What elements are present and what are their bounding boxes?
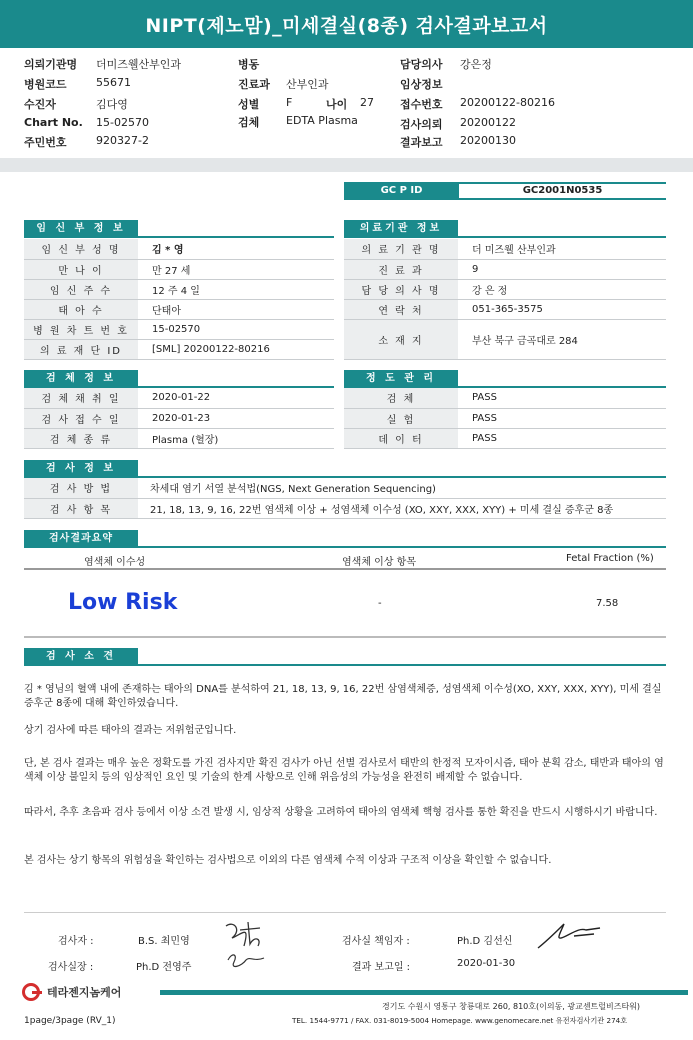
row-value: 21, 18, 13, 9, 16, 22번 염색체 이상 + 성염색체 이수성 (XO, XXY, XXX, XYY) + 미세 결실 증후군 8종: [138, 498, 666, 518]
findings-paragraph: 김 * 영님의 혈액 내에 존재하는 태아의 DNA를 분석하여 21, 18, 13, 9, 16, 22번 삼염색체증, 성염색체 이수성(XO, XXY, XXX, XYY), 미세 결실 증후군 8종에 대해 확인하였습니다.: [24, 684, 662, 709]
row-key: 임 신 부 성 명: [24, 239, 138, 259]
row-value: Plasma (혈장): [138, 428, 334, 448]
header-label: 담당의사: [400, 58, 443, 71]
section-summary-title: 검사결과요약: [24, 530, 138, 548]
table-row: [344, 299, 666, 319]
row-value: 15-02570: [138, 319, 334, 339]
header-label: 검사의뢰: [400, 118, 443, 131]
table-row: [24, 239, 334, 259]
qc-table: [344, 388, 666, 449]
summary-col-fetal-fraction: Fetal Fraction (%): [566, 553, 654, 564]
header-label: 수진자: [24, 98, 56, 111]
report-date-label: 결과 보고일 :: [352, 962, 411, 973]
row-key: 연 락 처: [344, 299, 458, 319]
summary-col-aneuploidy: 염색체 이수성: [84, 557, 146, 568]
header-value: 김다영: [96, 98, 128, 111]
lab-chief-name: Ph.D 전영주: [136, 962, 192, 973]
tester-name: B.S. 최민영: [138, 936, 190, 947]
table-row: [24, 498, 666, 518]
responsible-label: 검사실 책임자 :: [342, 936, 410, 947]
footer-contact: TEL. 1544-9771 / FAX. 031-8019-5004 Homepage. www.genomecare.net 유전자검사기관 274호: [292, 1016, 628, 1025]
lab-chief-label: 검사실장 :: [48, 962, 94, 973]
findings-paragraph: 상기 검사에 따른 태아의 결과는 저위험군입니다.: [24, 725, 237, 736]
table-row: [344, 239, 666, 259]
row-key: 태 아 수: [24, 299, 138, 319]
findings-paragraph: 단, 본 검사 결과는 매우 높은 정확도를 가진 검사지만 확진 검사가 아닌 선별 검사로서 태반의 한정적 모자이시즘, 태아 분획 감소, 태반과 태아의 염색체 이상 불일치 등의 임상적인 요인 및 기술의 한계 사항으로 인해 위음성의 가능성을 완전히 배제할 수 없습니다.: [24, 758, 664, 783]
header-label: Chart No.: [24, 116, 83, 129]
row-key: 검 체 종 류: [24, 428, 138, 448]
header-label: 진료과: [238, 78, 270, 91]
row-value: 12 주 4 일: [138, 279, 334, 299]
row-value: PASS: [458, 388, 666, 408]
summary-col-abnormal: 염색체 이상 항목: [342, 557, 416, 568]
section-findings-title: 검 사 소 견: [24, 648, 138, 666]
age-label: 나이: [326, 98, 348, 111]
signature-tester-graphic: [220, 916, 270, 976]
row-key: 검 사 항 목: [24, 498, 138, 518]
header-value: 55671: [96, 76, 131, 89]
logo-text: 테라젠지놈케어: [47, 986, 122, 999]
header-value: 산부인과: [286, 78, 329, 91]
header-label: 결과보고: [400, 136, 443, 149]
header-value: 더미즈웰산부인과: [96, 58, 182, 71]
row-key: 의 료 재 단 ID: [24, 339, 138, 359]
header-label: 병원코드: [24, 78, 67, 91]
table-row: [24, 299, 334, 319]
header-label: 성별: [238, 98, 260, 111]
header-label: 주민번호: [24, 136, 67, 149]
footer-bar: [160, 990, 688, 995]
row-value: 차세대 염기 서열 분석법(NGS, Next Generation Sequencing): [138, 478, 666, 498]
header-label: 접수번호: [400, 98, 443, 111]
age-value: 27: [360, 96, 374, 109]
abnormal-value: -: [378, 598, 382, 609]
table-row: [24, 279, 334, 299]
table-row: [24, 388, 334, 408]
gcpid-value: GC2001N0535: [459, 182, 666, 200]
row-key: 검 체: [344, 388, 458, 408]
header-label: 의뢰기관명: [24, 58, 78, 71]
table-row: [24, 428, 334, 448]
row-value: 9: [458, 259, 666, 279]
specimen-table: [24, 388, 334, 449]
section-pregnancy-title: 임 신 부 정 보: [24, 220, 138, 238]
row-key: 만 나 이: [24, 259, 138, 279]
page-number: 1page/3page (RV_1): [24, 1016, 116, 1026]
risk-result: Low Risk: [68, 590, 178, 615]
signature-divider: [24, 912, 666, 913]
gcpid-label: GC P ID: [344, 182, 459, 200]
section-line: [344, 236, 666, 238]
header-value: 920327-2: [96, 134, 149, 147]
table-row: [344, 259, 666, 279]
row-key: 소 재 지: [344, 319, 458, 359]
section-specimen-title: 검 체 정 보: [24, 370, 138, 388]
findings-paragraph: 본 검사는 상기 항목의 위험성을 확인하는 검사법으로 이외의 다른 염색체 수적 이상과 구조적 이상을 확인할 수 없습니다.: [24, 855, 552, 866]
section-line: [24, 236, 334, 238]
table-row: [344, 319, 666, 359]
responsible-name: Ph.D 김선신: [457, 936, 513, 947]
row-value: 2020-01-23: [138, 408, 334, 428]
tester-label: 검사자 :: [58, 936, 94, 947]
summary-divider: [24, 636, 666, 638]
pregnancy-table: [24, 239, 334, 360]
summary-header: [24, 548, 666, 570]
header-value: EDTA Plasma: [286, 114, 358, 127]
section-qc-title: 정 도 관 리: [344, 370, 458, 388]
row-value: 김 * 영: [138, 239, 334, 259]
header-label: 검체: [238, 116, 260, 129]
table-row: [344, 428, 666, 448]
row-value: 더 미즈웰 산부인과: [458, 239, 666, 259]
divider-band: [0, 158, 693, 172]
row-key: 검 체 채 취 일: [24, 388, 138, 408]
header-value: 20200122-80216: [460, 96, 555, 109]
row-value: 2020-01-22: [138, 388, 334, 408]
row-value: 만 27 세: [138, 259, 334, 279]
header-value: 20200122: [460, 116, 516, 129]
header-label: 병동: [238, 58, 260, 71]
findings-paragraph: 따라서, 추후 초음파 검사 등에서 이상 소견 발생 시, 임상적 상황을 고려하여 태아의 염색체 핵형 검사를 통한 확진을 반드시 시행하시기 바랍니다.: [24, 807, 658, 818]
table-row: [24, 259, 334, 279]
company-logo: [22, 983, 121, 1001]
table-row: [24, 339, 334, 359]
row-value: 단태아: [138, 299, 334, 319]
row-key: 임 신 주 수: [24, 279, 138, 299]
gcpid-box: [344, 182, 666, 200]
header-value: 20200130: [460, 134, 516, 147]
header-value: F: [286, 96, 293, 109]
header-label: 임상정보: [400, 78, 443, 91]
row-key: 실 험: [344, 408, 458, 428]
header-value: 15-02570: [96, 116, 149, 129]
row-key: 데 이 터: [344, 428, 458, 448]
logo-icon: [22, 983, 44, 1001]
row-key: 검 사 접 수 일: [24, 408, 138, 428]
row-value: 강 은 정: [458, 279, 666, 299]
row-value: PASS: [458, 428, 666, 448]
section-institution-title: 의료기관 정보: [344, 220, 458, 238]
table-row: [24, 319, 334, 339]
row-key: 병 원 차 트 번 호: [24, 319, 138, 339]
row-value: 부산 북구 금곡대로 284: [458, 319, 666, 359]
section-test-title: 검 사 정 보: [24, 460, 138, 478]
report-title: NIPT(제노맘)_미세결실(8종) 검사결과보고서: [0, 0, 693, 48]
row-value: PASS: [458, 408, 666, 428]
patient-header: [0, 54, 693, 158]
signature-responsible-graphic: [534, 918, 604, 954]
section-line: [24, 664, 666, 666]
institution-table: [344, 239, 666, 360]
footer-address: 경기도 수원시 영통구 창룡대로 260, 810호(이의동, 광교센트럴비즈타워): [382, 1002, 641, 1011]
table-row: [344, 279, 666, 299]
table-row: [344, 388, 666, 408]
row-key: 검 사 방 법: [24, 478, 138, 498]
table-row: [344, 408, 666, 428]
header-value: 강은정: [460, 58, 492, 71]
row-key: 진 료 과: [344, 259, 458, 279]
table-row: [24, 478, 666, 498]
row-key: 담 당 의 사 명: [344, 279, 458, 299]
row-value: [SML] 20200122-80216: [138, 339, 334, 359]
row-key: 의 료 기 관 명: [344, 239, 458, 259]
table-row: [24, 408, 334, 428]
test-table: [24, 478, 666, 519]
report-date-value: 2020-01-30: [457, 958, 516, 969]
fetal-fraction-value: 7.58: [596, 598, 619, 609]
row-value: 051-365-3575: [458, 299, 666, 319]
